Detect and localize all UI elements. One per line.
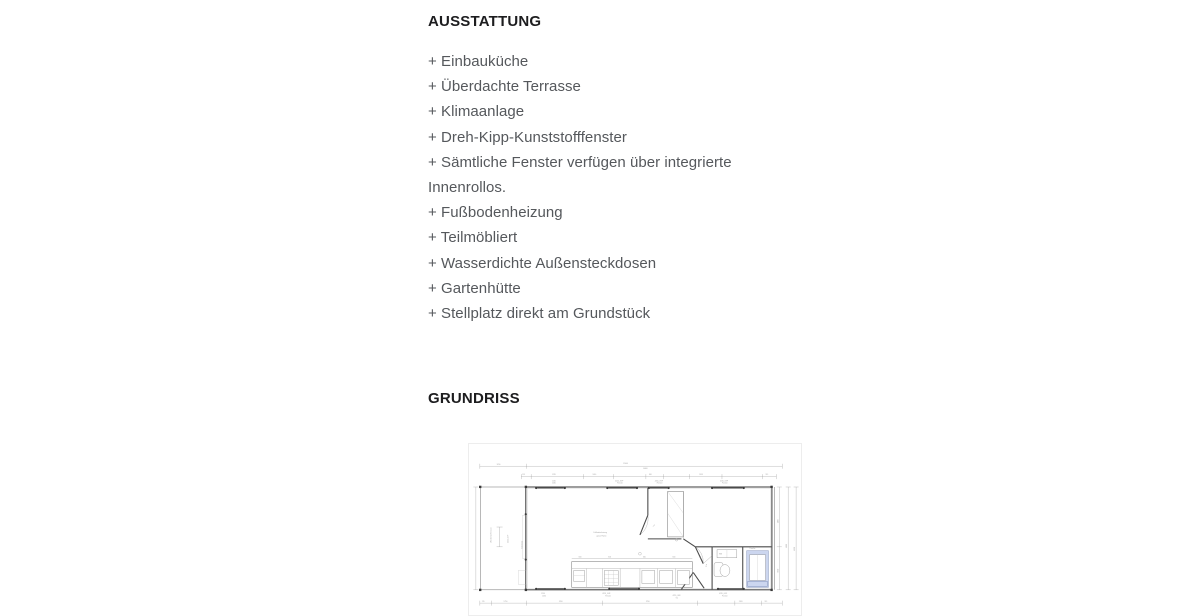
svg-text:1750: 1750 [503,600,508,603]
svg-text:1250: 1250 [551,480,556,483]
svg-text:4255_GVF: 4255_GVF [602,593,611,596]
svg-text:Überdachte Terrasse: Überdachte Terrasse [490,527,493,543]
list-item-label: Einbauküche [441,53,529,70]
list-item-prefix: + [428,53,437,70]
list-item-prefix: + [428,103,437,121]
list-item [428,301,768,326]
svg-text:1355: 1355 [699,474,703,477]
list-item [428,125,768,150]
list-item-label: Sämtliche Fenster verfügen über integrierte Innenrollos. [428,153,732,197]
feature-list [428,49,768,326]
svg-text:Tür: Tür [675,597,679,600]
svg-text:600: 600 [578,556,582,559]
list-item-label: Dreh-Kipp-Kunststofffenster [441,128,627,146]
svg-text:2300: 2300 [777,519,780,524]
list-item [428,276,768,301]
svg-text:4255_GVF: 4255_GVF [720,480,729,483]
list-item [428,251,768,276]
svg-text:1250: 1250 [541,593,545,596]
svg-text:115: 115 [522,474,525,477]
svg-text:Fenster: Fenster [656,482,663,485]
list-item-prefix: + [428,204,437,222]
svg-text:1030: 1030 [542,595,546,598]
svg-text:115: 115 [481,600,485,603]
svg-text:4230: 4230 [794,547,797,551]
list-item [428,150,768,200]
dimension-chain-right [777,487,799,590]
list-item-label: Stellplatz direkt am Grundstück [441,305,651,323]
svg-text:560: 560 [648,474,652,477]
building-envelope [480,487,774,590]
svg-text:600: 600 [608,556,612,559]
svg-text:WM: WM [719,553,723,556]
window-tags-top [552,481,728,485]
floorplan-image[interactable] [468,443,802,616]
list-item-prefix: + [428,128,437,146]
svg-text:4255_GVF: 4255_GVF [719,593,728,596]
section-heading-ausstattung: AUSSTATTUNG [428,13,542,30]
room-bathroom [714,548,768,588]
svg-text:4255_GVF: 4255_GVF [507,534,510,543]
svg-text:Tür: Tür [706,564,709,567]
dimension-chain-left [473,487,478,590]
svg-text:600: 600 [642,556,646,559]
list-item [428,99,768,124]
svg-text:12000: 12000 [623,462,628,465]
list-item-prefix: + [428,78,437,96]
list-item [428,200,768,225]
list-item-label: Teilmöbliert [440,229,518,247]
svg-text:Tür: Tür [652,524,656,528]
room-terrace [490,513,527,584]
section-heading-grundriss: GRUNDRISS [428,390,520,407]
svg-text:ganze Fläche: ganze Fläche [596,535,607,538]
list-item-label: Gartenhütte [441,279,521,297]
svg-text:600: 600 [672,556,676,559]
list-item-prefix: + [428,153,437,171]
dimension-chain-top [480,463,782,479]
svg-text:Fenster: Fenster [721,595,728,598]
svg-text:1010: 1010 [592,474,597,477]
svg-text:10400: 10400 [642,468,648,471]
svg-text:3750: 3750 [645,600,650,603]
svg-text:Fenster: Fenster [617,482,623,485]
list-item-prefix: + [428,279,437,297]
svg-text:4255_GVF: 4255_GVF [615,480,624,483]
svg-text:4255_GVF: 4255_GVF [654,480,663,483]
svg-text:3700: 3700 [496,463,501,466]
svg-text:1320: 1320 [738,600,743,603]
list-item [428,74,768,99]
list-item-label: Fußbodenheizung [441,204,563,222]
svg-text:4000: 4000 [786,544,789,548]
svg-text:3700: 3700 [558,600,563,603]
svg-text:Schiebetür: Schiebetür [521,540,524,549]
list-item-label: Wasserdichte Außensteckdosen [441,254,657,272]
list-item-label: Überdachte Terrasse [441,78,581,96]
list-item-prefix: + [428,254,437,272]
svg-text:Fenster: Fenster [721,482,728,485]
svg-text:115: 115 [765,474,769,477]
kitchen-run [572,557,693,588]
svg-text:1650: 1650 [777,568,780,573]
list-item [428,49,768,74]
list-item-label: Klimaanlage [441,103,525,121]
svg-text:1030: 1030 [551,482,556,485]
corner-nodes [479,486,773,591]
list-item-prefix: + [428,229,437,247]
dimension-chain-bottom [480,601,782,606]
floor-heating-note [593,532,677,555]
svg-text:Tür: Tür [699,555,703,560]
list-item [428,225,768,250]
svg-text:Dusche: Dusche [749,547,756,550]
svg-text:Fußbodenheizung: Fußbodenheizung [593,531,607,534]
floorplan-drawing [469,444,801,615]
svg-text:4255_GVF: 4255_GVF [672,595,681,598]
svg-text:1255: 1255 [551,474,556,477]
svg-text:Fenster: Fenster [605,595,612,598]
svg-text:115: 115 [764,600,768,603]
list-item-prefix: + [428,305,437,323]
